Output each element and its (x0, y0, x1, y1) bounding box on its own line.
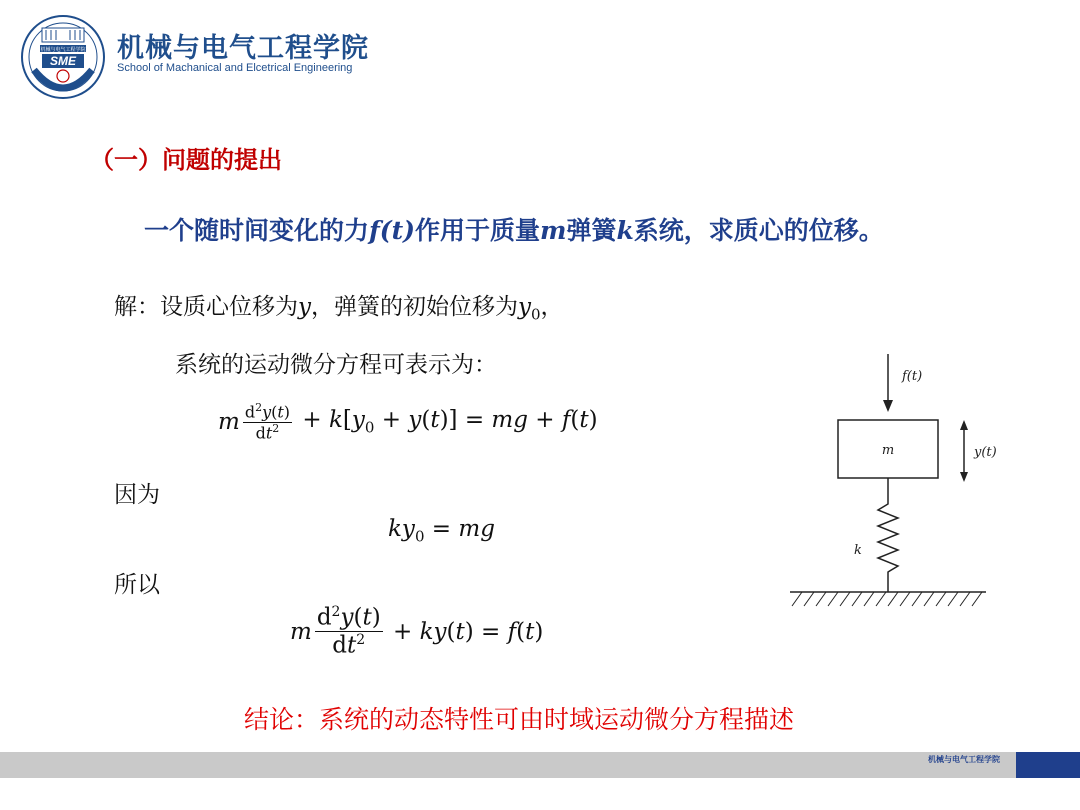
solution-text-c: ， (540, 294, 564, 320)
because-label: 因为 (114, 482, 160, 508)
force-symbol: f(t) (369, 216, 415, 245)
footer-accent (1016, 752, 1080, 778)
problem-text-1: 一个随时间变化的力 (144, 216, 370, 245)
footer-bar (0, 752, 1080, 778)
problem-text-3: 弹簧 (566, 216, 617, 245)
problem-statement (144, 211, 884, 247)
displacement-var: y (298, 294, 311, 320)
logo-banner-text: 机械与电气工程学院 (40, 47, 86, 53)
solution-line-1 (114, 288, 564, 324)
mass-spring-diagram (780, 352, 1020, 642)
spring (878, 478, 898, 592)
logo-text: SME (49, 54, 77, 68)
mass-symbol: m (540, 216, 567, 245)
solution-text-b: ，弹簧的初始位移为 (311, 294, 518, 320)
ground-hatching (792, 592, 982, 606)
school-name-cn: 机械与电气工程学院 (117, 33, 369, 64)
spring-label: k (854, 543, 862, 558)
equation-result: m $\frac{d^2y(t)}{dt^2}$ + ky(t) = f(t) (290, 604, 544, 659)
solution-line-2: 系统的运动微分方程可表示为： (175, 352, 497, 378)
section-title: （一）问题的提出 (90, 146, 282, 174)
problem-text-4: 系统，求质心的位移。 (633, 216, 884, 245)
problem-text-2: 作用于质量 (414, 216, 540, 245)
force-label: f(t) (902, 369, 923, 384)
conclusion-text: 结论：系统的动态特性可由时域运动微分方程描述 (244, 705, 795, 734)
subscript-zero: 0 (531, 305, 541, 324)
footer-label: 机械与电气工程学院 (928, 755, 1000, 764)
school-logo (20, 14, 106, 100)
displacement-label: y(t) (974, 445, 997, 460)
solution-text-a: 解：设质心位移为 (114, 294, 298, 320)
equation-motion: m $\frac{d^2y(t)}{dt^2}$ + $k[y_0 + y(t)]$ = mg + f(t) (218, 401, 598, 443)
equation-static: $ky_0$ = mg (388, 516, 495, 546)
spring-symbol: k (616, 216, 634, 245)
therefore-label: 所以 (114, 572, 160, 598)
initial-displacement-var: y (518, 294, 531, 320)
school-name-en: School of Machanical and Elcetrical Engineering (117, 62, 353, 74)
mass-label: m (881, 443, 895, 458)
